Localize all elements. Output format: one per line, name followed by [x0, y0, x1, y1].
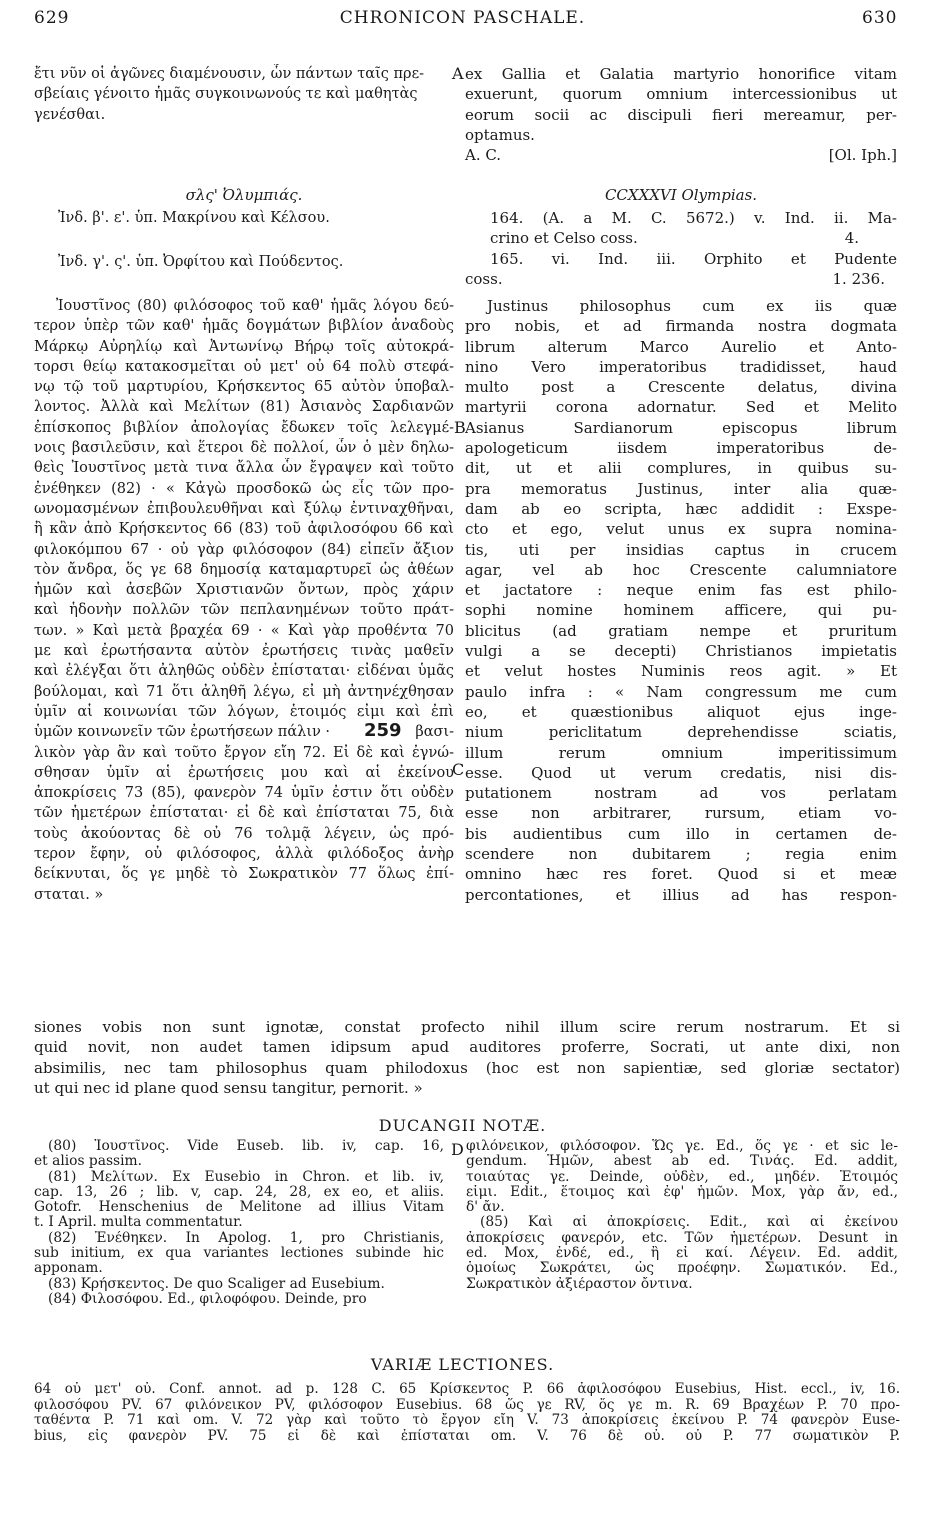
- variae-heading: VARIÆ LECTIONES.: [370, 1355, 555, 1374]
- olympiad-iph-label: [Ol. Iph.]: [828, 146, 897, 165]
- note-line: ed. Mox, ἐνδέ, ed., ἢ εἰ καί. Λέγειν. Ed. addit,: [466, 1246, 898, 1262]
- margin-letter-c: C: [452, 760, 465, 779]
- text-line: tis, uti per insidias captus in crucem: [465, 540, 897, 559]
- latin-full-width: [34, 1017, 900, 1098]
- text-line: βούλομαι, καὶ 71 ὅτι ἀληθῆ λέγω, εἰ μὴ ἀντηνέχθησαν: [34, 683, 454, 700]
- note-line: apponam.: [34, 1261, 103, 1277]
- note-line: ὁμοίως Σωκράτει, ὡς προέφην. Σωματικόν. Ed.,: [466, 1261, 898, 1277]
- text-line: τερον ἔφην, οὐ φιλόσοφος, ἀλλὰ φιλόδοξος ἀνὴρ: [34, 846, 454, 863]
- text-line: scendere non dubitarem ; regia enim: [465, 845, 897, 864]
- text-line: esse non arbitrarer, rursum, etiam vo-: [465, 804, 897, 823]
- notes-right-column: [466, 1139, 898, 1292]
- text-line: martyrii corona adornatur. Sed et Melito: [465, 398, 897, 417]
- text-line: siones vobis non sunt ignotæ, constat profecto nihil illum scire rerum nostrarum. Et si: [34, 1018, 900, 1036]
- text-line: omnino hæc res foret. Quod si et meæ: [465, 865, 897, 884]
- text-line: [34, 722, 454, 742]
- text-line: νοις βασιλεῦσιν, καὶ ἕτεροι δὲ πολλοί, ὧν ὁ μὲν δηλω-: [34, 440, 454, 457]
- page-number-left: 629: [34, 8, 70, 28]
- text-line: nino Vero imperatoribus tradidisset, haud: [465, 357, 897, 376]
- text-line: blicitus (ad gratiam nempe et pruritum: [465, 621, 897, 640]
- notes-left-column: [34, 1139, 444, 1307]
- note-line: Σωκρατικὸν ἀξιέραστον ὄντινα.: [466, 1276, 693, 1292]
- text-line: θεὶς Ἰουστῖνος μετὰ τινα ἄλλα ὧν ἔγραψεν καὶ τοῦτο: [34, 460, 454, 477]
- text-line: multo post a Crescente delatus, divina: [465, 378, 897, 397]
- text-line: των. » Καὶ μετὰ βραχέα 69 · « Καὶ γὰρ προθέντα 70: [34, 622, 454, 639]
- variant-line: φιλοσόφου PV. 67 φιλόνεικον PV, φιλόσοφον Eusebius. 68 ὥς γε RV, ὅς γε m. R. 69 Βραχέων P. 70 προ-: [34, 1397, 900, 1413]
- text-line: et velut hostes Numinis reos agit. » Et: [465, 662, 897, 681]
- text-line: σθησαν ὑμῖν αἱ ἐρωτήσεις μου καὶ αἱ ἐκείνου: [34, 764, 454, 781]
- note-line: (85) Καὶ αἱ ἀποκρίσεις. Edit., καὶ αἱ ἐκείνου: [480, 1215, 898, 1231]
- note-line: δ' ἄν.: [466, 1200, 505, 1216]
- note-line: (82) Ἐνέθηκεν. In Apolog. 1, pro Christianis,: [48, 1230, 444, 1246]
- text-line: ex Gallia et Galatia martyrio honorifice vitam: [465, 65, 897, 83]
- note-line: et alios passim.: [34, 1154, 143, 1170]
- text-segment: βασι-: [415, 724, 454, 741]
- text-line: ἀποκρίσεις 73 (85), φανερὸν 74 ὑμῖν ἐστιν ὅτι οὐδὲν: [34, 785, 454, 802]
- text-line: καὶ ἐλέγξαι ὅτι ἀληθῶς οὐδὲν ἐπίσταται· εἰδέναι ὑμᾶς: [34, 663, 454, 680]
- latin-intro: [465, 64, 897, 165]
- text-line: ἢ κἂν ἀπὸ Κρήσκεντος 66 (83) τοῦ ἀφιλοσόφου 66 καὶ: [34, 521, 454, 538]
- text-line: τορσι θείῳ κατακοσμεῖται οὐ μετ' οὐ 64 πολὺ στεφά-: [34, 358, 454, 375]
- text-line: τῶν ἡμετέρων ἐπίσταται· εἰ δὲ καὶ ἐπίσταται 75, διὰ: [34, 805, 454, 822]
- latin-main-text: [465, 296, 897, 905]
- note-line: εἰμι. Edit., ἕτοιμος καὶ ἐφ' ἡμῶν. Mox, γὰρ ἄν, ed.,: [466, 1184, 898, 1200]
- coss-line: coss.: [465, 269, 503, 288]
- text-line: nium periclitatum deprehendisse sciatis,: [465, 723, 897, 742]
- text-line: paulo infra : « Nam congressum me cum: [465, 682, 897, 701]
- text-line: dam ab eo scripta, hæc addidit : Exspe-: [465, 499, 897, 518]
- text-line: Justinus philosophus cum ex iis quæ: [487, 297, 897, 315]
- text-line: [490, 228, 897, 248]
- text-line: pra memoratus Justinus, inter alia quæ-: [465, 479, 897, 498]
- margin-letter-d: D: [451, 1140, 464, 1159]
- text-line: exuerunt, quorum omnium intercessionibus ut: [465, 85, 897, 104]
- text-line: τὸν ἄνδρα, ὅς γε 68 δημοσίᾳ καταμαρτυρεῖ ὡς ἀθέων: [34, 561, 454, 578]
- text-line: librum alterum Marco Aurelio et Anto-: [465, 337, 897, 356]
- note-line: (80) Ἰουστῖνος. Vide Euseb. lib. iv, cap. 16,: [48, 1139, 444, 1154]
- note-line: ἀποκρίσεις φανερόν, etc. Τῶν ἡμετέρων. Desunt in: [466, 1230, 898, 1246]
- text-line: optamus.: [465, 125, 535, 144]
- text-line: esse. Quod ut verum credatis, nisi dis-: [465, 763, 897, 782]
- latin-year-164: [465, 208, 897, 289]
- text-line: [465, 269, 885, 289]
- note-line: (81) Μελίτων. Ex Eusebio in Chron. et lib. iv,: [48, 1169, 444, 1185]
- note-line: (84) Φιλοσόφου. Ed., φιλοφόφου. Deinde, pro: [48, 1291, 367, 1307]
- ac-line: [465, 145, 897, 165]
- year-number: 1. 236.: [832, 269, 885, 288]
- text-line: putationem nostram ad vos perlatam: [465, 784, 897, 803]
- year-number: 4.: [844, 229, 859, 248]
- text-line: δείκνυται, ὅς γε μηδὲ τὸ Σωκρατικὸν 77 ὅλως ἐπί-: [34, 866, 454, 883]
- note-line: φιλόνεικον, φιλόσοφον. Ὥς γε. Ed., ὅς γε · et sic le-: [466, 1139, 898, 1154]
- notes-heading: DUCANGII NOTÆ.: [378, 1116, 547, 1135]
- text-line: λικὸν γὰρ ἂν καὶ τοῦτο ἔργον εἴη 72. Εἰ δὲ καὶ ἐγνώ-: [34, 744, 454, 761]
- text-line: Ἰουστῖνος (80) φιλόσοφος τοῦ καθ' ἡμᾶς λόγου δεύ-: [56, 298, 454, 314]
- variant-line: 64 οὐ μετ' οὐ. Conf. annot. ad p. 128 C. 65 Κρίσκεντος P. 66 ἀφιλοσόφου Eusebius, Hist. eccl., iv, 16.: [34, 1382, 900, 1397]
- text-line: ut qui nec id plane quod sensu tangitur, pernorit. »: [34, 1078, 423, 1097]
- text-line: percontationes, et illius ad has respon-: [465, 885, 897, 904]
- running-title: CHRONICON PASCHALE.: [339, 8, 586, 28]
- text-line: Μάρκῳ Αὐρηλίῳ καὶ Ἀντωνίνῳ Βήρῳ τοῖς αὐτοκρά-: [34, 338, 454, 355]
- text-line: καὶ ἡδονὴν πολλῶν τῶν πεπλανημένων τοῦτο πράτ-: [34, 602, 454, 619]
- olympiad-greek-heading: σλς' Ὀλυμπιάς.: [185, 186, 303, 204]
- text-line: φιλοκόμπου 67 · οὐ γὰρ φιλόσοφον (84) εἰπεῖν ἄξιον: [34, 541, 454, 558]
- variae-lectiones: [34, 1382, 900, 1444]
- greek-indiction-2: Ἰνδ. γ'. ς'. ὑπ. Ὀρφίτου καὶ Πούδεντος.: [58, 254, 344, 270]
- text-line: sophi nomine hominem afficere, qui pu-: [465, 601, 897, 620]
- text-line: pro nobis, et ad firmanda nostra dogmata: [465, 317, 897, 336]
- text-line: ὑμῖν αἱ κοινωνίαι τῶν λόγων, ἑτοιμός εἰμι καὶ ἐπὶ: [34, 703, 454, 720]
- text-line: τοὺς ἀκούοντας δὲ οὐ 76 τολμᾷ λέγειν, ὡς πρό-: [34, 825, 454, 842]
- text-segment: ὑμῶν κοινωνεῖν τῶν ἐρωτήσεων πάλιν ·: [34, 724, 331, 741]
- text-line: agar, vel ab hoc Crescente calumniatore: [465, 560, 897, 579]
- anno-christi-label: A. C.: [465, 146, 502, 165]
- note-line: t. I April. multa commentatur.: [34, 1215, 243, 1231]
- text-line: apologeticum iisdem imperatoribus de-: [465, 439, 897, 458]
- text-line: illum rerum omnium imperitissimum: [465, 743, 897, 762]
- text-line: 164. (A. a M. C. 5672.) v. Ind. ii. Ma-: [490, 209, 897, 227]
- note-line: Gotofr. Henschenius de Melitone ad illius Vitam: [34, 1200, 444, 1216]
- greek-main-text: [34, 296, 454, 905]
- text-line: dit, ut et alii complures, in quibus su-: [465, 459, 897, 478]
- text-line: quid novit, non audet tamen idipsum apud auditores proferre, Socrati, ut ante dixi, non: [34, 1038, 900, 1057]
- note-line: gendum. Ἡμῶν, abest ab ed. Τινάς. Ed. addit,: [466, 1154, 898, 1170]
- note-line: cap. 13, 26 ; lib. v, cap. 24, 28, ex eo, et aliis.: [34, 1184, 444, 1200]
- text-line: ἐπίσκοπος βιβλίον ἀπολογίας ἔδωκεν τοῖς λελεγμέ-: [34, 419, 454, 436]
- text-line: ἡμῶν καὶ ἀσεβῶν Χριστιανῶν ὄντων, πρὸς χάριν: [34, 582, 454, 599]
- text-line: vulgi a se decepti) Christianos impietatis: [465, 642, 897, 661]
- greek-indiction-1: Ἰνδ. β'. ε'. ὑπ. Μακρίνου καὶ Κέλσου.: [58, 210, 330, 226]
- note-line: τοιαύτας γε. Deinde, οὐδὲν, ed., μηδέν. Ἑτοιμός: [466, 1169, 898, 1185]
- greek-intro: [34, 64, 454, 125]
- text-line: νῳ τῷ τοῦ μαρτυρίου, Κρήσκεντος 65 αὐτὸν ὑποβαλ-: [34, 379, 454, 396]
- variant-line: ταθέντα P. 71 καὶ om. V. 72 γὰρ καὶ τοῦτο τὸ ἔργον εἴη V. 73 ἀποκρίσεις ἐκείνου P. 74 φανερὸν Euse-: [34, 1413, 900, 1428]
- text-line: cto et ego, velut unus ex supra nomina-: [465, 520, 897, 539]
- text-line: με καὶ ἐρωτήσαντα αὐτὸν ἐρωτήσεις τινὰς μαθεῖν: [34, 643, 454, 660]
- margin-letter-a: A: [452, 64, 464, 83]
- page-number-right: 630: [862, 8, 898, 28]
- text-line: Asianus Sardianorum episcopus librum: [465, 418, 897, 437]
- text-line: λοντος. Ἀλλὰ καὶ Μελίτων (81) Ἀσιανὸς Σαρδιανῶν: [34, 399, 454, 416]
- coss-line: crino et Celso coss.: [490, 229, 638, 248]
- text-line: eo, et quæstionibus aliquot ejus inge-: [465, 702, 897, 721]
- text-line: bis audientibus cum illo in certamen de-: [465, 824, 897, 843]
- text-line: 165. vi. Ind. iii. Orphito et Pudente: [490, 249, 897, 268]
- text-line: ωνομασμένων ἐπιβουλευθῆναι καὶ ξύλῳ ἐντιναχθῆναι,: [34, 500, 454, 517]
- text-line: ἔτι νῦν οἱ ἀγῶνες διαμένουσιν, ὧν πάντων ταῖς πρε-: [34, 66, 424, 82]
- column-number-259: 259: [364, 722, 402, 742]
- text-line: σταται. »: [34, 886, 104, 903]
- text-line: et jactatore : neque enim fas est philo-: [465, 581, 897, 600]
- olympiad-latin-heading: CCXXXVI Olympias.: [604, 186, 758, 204]
- text-line: eorum socii ac discipuli fieri mereamur, per-: [465, 105, 897, 124]
- text-line: τερον ὑπὲρ τῶν καθ' ἡμᾶς δογμάτων βιβλίον ἀναδοὺς: [34, 318, 454, 335]
- note-line: (83) Κρήσκεντος. De quo Scaliger ad Eusebium.: [48, 1276, 385, 1292]
- text-line: absimilis, nec tam philosophus quam philodoxus (hoc est non sapientiæ, sed gloriæ sectator): [34, 1058, 900, 1077]
- variant-line: bius, εἰς φανερὸν PV. 75 εἰ δὲ καὶ ἐπίσταται om. V. 76 δὲ οὐ. οὐ P. 77 σωματικὸν P.: [34, 1428, 900, 1444]
- text-line: γενέσθαι.: [34, 106, 106, 123]
- note-line: sub initium, ex qua variantes lectiones subinde hic: [34, 1246, 444, 1262]
- text-line: ἐνέθηκεν (82) · « Κἀγὼ προσδοκῶ ὡς εἷς τῶν προ-: [34, 480, 454, 497]
- margin-letter-b: B: [454, 418, 466, 437]
- text-line: σβείαις γένοιτο ἡμᾶς συγκοινωνούς τε καὶ μαθητὰς: [34, 86, 418, 103]
